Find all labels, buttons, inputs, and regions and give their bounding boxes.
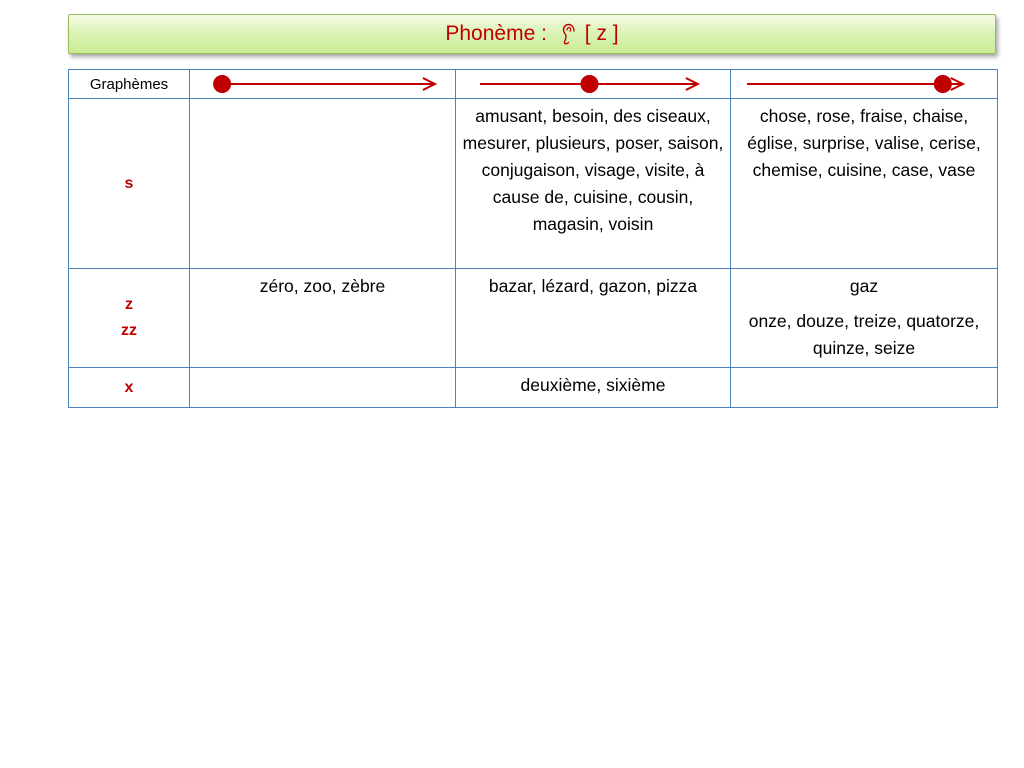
example-words: bazar, lézard, gazon, pizza (488, 276, 698, 296)
graphemes-table (68, 69, 998, 408)
grapheme-label (69, 269, 190, 368)
example-words: gaz (849, 276, 879, 296)
examples-end-cell (731, 99, 998, 269)
table-row (69, 368, 998, 408)
graphemes-header: Graphèmes (69, 70, 190, 99)
example-words: amusant, besoin, des ciseaux, mesurer, plusieurs, poser, saison, conjugaison, visage, visite, à cause de, cuisine, cousin, magasin, voisin (462, 106, 724, 234)
examples-middle-cell (456, 99, 731, 269)
table-row (69, 269, 998, 368)
grapheme-text: s (124, 174, 134, 192)
grapheme-text: x (124, 378, 134, 396)
grapheme-label (69, 368, 190, 408)
position-start-cell (190, 70, 456, 99)
header-row (69, 70, 998, 99)
example-words: zéro, zoo, zèbre (259, 276, 386, 296)
grapheme-text: z (125, 296, 133, 313)
position-end-icon (735, 70, 993, 98)
grapheme-label (69, 99, 190, 269)
examples-middle-cell (456, 269, 731, 368)
grapheme-text: zz (121, 322, 137, 339)
examples-end-cell (731, 269, 998, 368)
ear-icon (561, 23, 579, 45)
spacer (735, 300, 993, 308)
position-middle-icon (460, 70, 726, 98)
examples-start-cell (190, 269, 456, 368)
table-row (69, 99, 998, 269)
example-words: onze, douze, treize, quatorze, quinze, seize (748, 311, 980, 358)
example-words: deuxième, sixième (520, 375, 666, 395)
position-end-cell (731, 70, 998, 99)
examples-start-cell (190, 99, 456, 269)
example-words: chose, rose, fraise, chaise, église, surprise, valise, cerise, chemise, cuisine, case, vase (747, 106, 981, 180)
position-start-icon (194, 70, 451, 98)
examples-end-cell (731, 368, 998, 408)
title-text: Phonème : (445, 22, 553, 45)
position-middle-cell (456, 70, 731, 99)
examples-start-cell (190, 368, 456, 408)
examples-middle-cell (456, 368, 731, 408)
title-banner (68, 14, 996, 54)
phoneme-label: [ z ] (584, 22, 619, 45)
